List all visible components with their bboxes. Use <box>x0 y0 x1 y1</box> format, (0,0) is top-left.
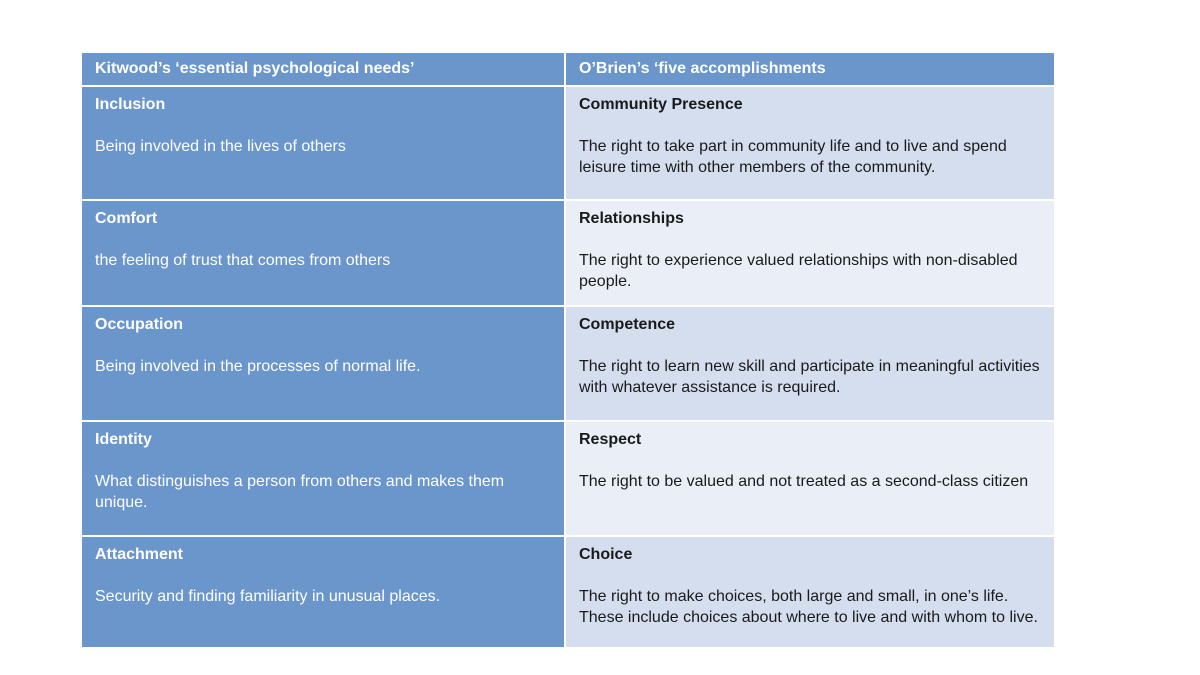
need-cell-comfort <box>81 200 565 306</box>
need-cell-attachment <box>81 536 565 648</box>
need-title: Occupation <box>95 316 184 333</box>
table-row <box>81 86 1055 200</box>
need-cell-identity <box>81 421 565 536</box>
need-title: Identity <box>95 431 152 448</box>
accomplishment-title: Choice <box>579 546 633 563</box>
accomplishment-description: The right to learn new skill and participate in meaningful activities with whatever assistance is required. <box>579 358 1040 396</box>
need-title: Inclusion <box>95 96 166 113</box>
accomplishment-cell-choice <box>565 536 1055 648</box>
table-header-row <box>81 52 1055 86</box>
accomplishment-description: The right to experience valued relationships with non-disabled people. <box>579 252 1018 290</box>
header-kitwood-needs: Kitwood’s ‘essential psychological needs’ <box>81 52 565 86</box>
need-description: the feeling of trust that comes from others <box>95 252 391 269</box>
accomplishment-title: Respect <box>579 431 642 448</box>
accomplishment-cell-community-presence <box>565 86 1055 200</box>
accomplishment-description: The right to make choices, both large and small, in one’s life. These include choices about where to live and with whom to live. <box>579 588 1038 626</box>
accomplishment-cell-respect <box>565 421 1055 536</box>
needs-comparison-table <box>80 51 1056 649</box>
need-title: Comfort <box>95 210 158 227</box>
table-row <box>81 421 1055 536</box>
table-row <box>81 200 1055 306</box>
need-cell-occupation <box>81 306 565 421</box>
need-title: Attachment <box>95 546 184 563</box>
table-row <box>81 306 1055 421</box>
need-description: Being involved in the lives of others <box>95 138 346 155</box>
accomplishment-description: The right to be valued and not treated as a second-class citizen <box>579 473 1029 490</box>
accomplishment-description: The right to take part in community life and to live and spend leisure time with other members of the community. <box>579 138 1007 176</box>
need-cell-inclusion <box>81 86 565 200</box>
need-description: Security and finding familiarity in unusual places. <box>95 588 441 605</box>
need-description: What distinguishes a person from others and makes them unique. <box>95 473 505 511</box>
accomplishment-cell-competence <box>565 306 1055 421</box>
header-obrien-accomplishments: O’Brien’s ‘five accomplishments <box>565 52 1055 86</box>
accomplishment-title: Relationships <box>579 210 684 227</box>
table-row <box>81 536 1055 648</box>
accomplishment-title: Community Presence <box>579 96 743 113</box>
need-description: Being involved in the processes of normal life. <box>95 358 421 375</box>
accomplishment-title: Competence <box>579 316 676 333</box>
accomplishment-cell-relationships <box>565 200 1055 306</box>
